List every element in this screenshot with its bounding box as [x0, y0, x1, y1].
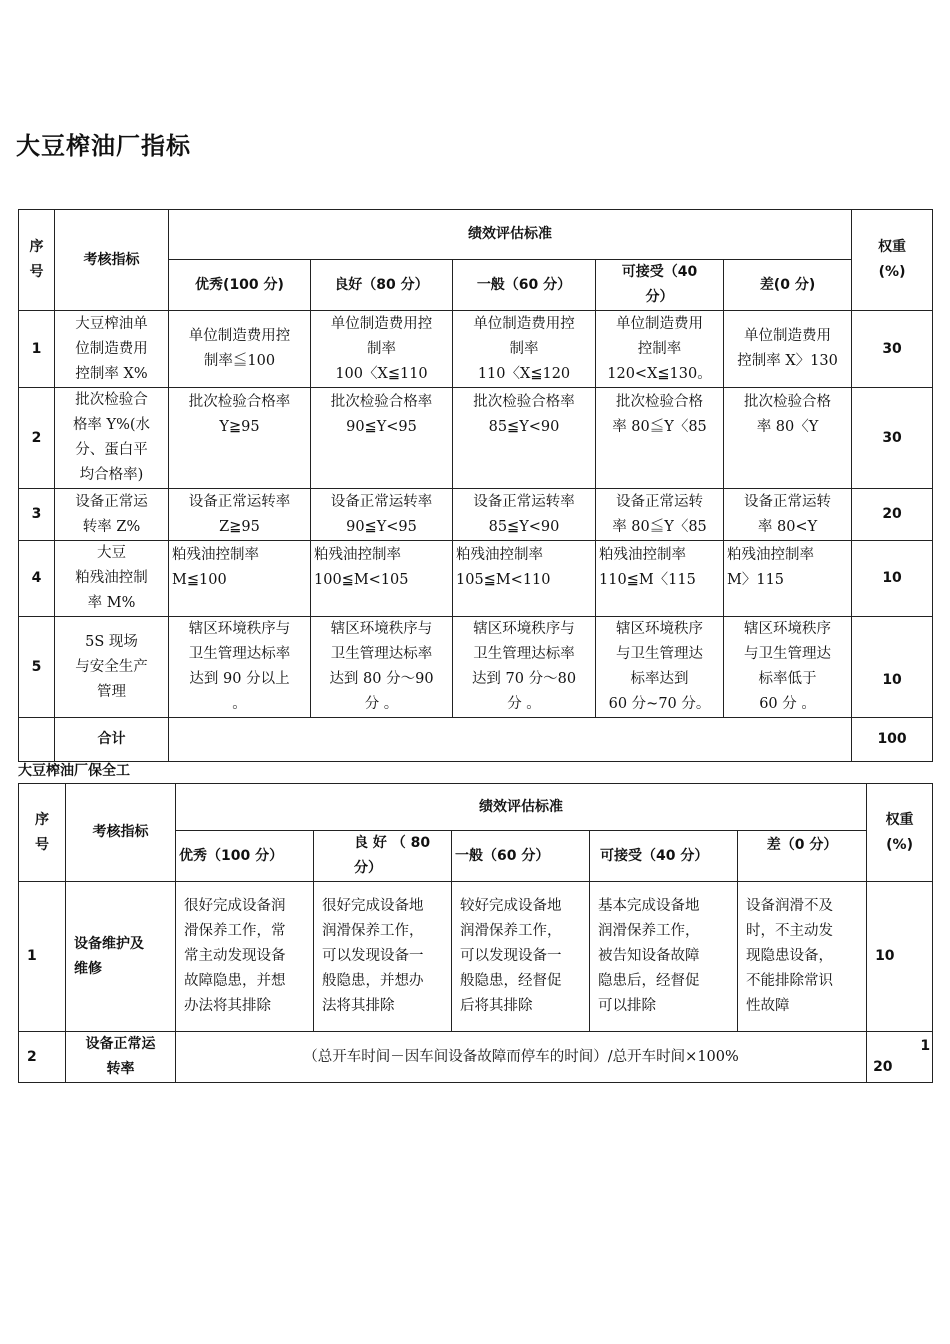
- level-acceptable: 可接受（40 分）: [596, 260, 724, 311]
- cell: 粕残油控制率 105≦M<110: [453, 541, 596, 617]
- header-item: 考核指标: [55, 210, 169, 311]
- header-weight: 权重 (%): [852, 210, 933, 311]
- cell: 很好完成设备地 润滑保养工作， 可以发现设备一 般隐患，并想办 法将其排除: [314, 882, 452, 1032]
- level-good: 良 好 （ 80 分）: [314, 831, 452, 882]
- header-item: 考核指标: [66, 784, 176, 882]
- table-row: [19, 388, 933, 489]
- row-seq: 3: [19, 489, 55, 541]
- row-seq: 5: [19, 617, 55, 718]
- row-item: 大豆 粕残油控制 率 M%: [55, 541, 169, 617]
- row-weight: 10: [852, 617, 933, 718]
- table-row: [19, 489, 933, 541]
- cell: 辖区环境秩序与 卫生管理达标率 达到 90 分以上 。: [169, 617, 311, 718]
- cell: 辖区环境秩序与 卫生管理达标率 达到 80 分～90 分 。: [311, 617, 453, 718]
- cell: 单位制造费用 控制率 X〉130: [724, 311, 852, 388]
- weight-part-b: 20: [873, 1059, 893, 1075]
- row-seq: 1: [19, 311, 55, 388]
- row-item: 5S 现场 与安全生产 管理: [55, 617, 169, 718]
- level-acceptable: 可接受（40 分）: [590, 831, 738, 882]
- cell: 较好完成设备地 润滑保养工作， 可以发现设备一 般隐患，经督促 后将其排除: [452, 882, 590, 1032]
- weight-part-a: 1: [920, 1038, 931, 1054]
- indicator-table: [18, 209, 933, 762]
- row-seq: 2: [19, 388, 55, 489]
- table-row: [19, 541, 933, 617]
- row-weight: 20: [852, 489, 933, 541]
- row-seq: 2: [19, 1032, 66, 1083]
- cell: 设备正常运转率 85≦Y<90: [453, 489, 596, 541]
- cell: 设备正常运转 率 80<Y: [724, 489, 852, 541]
- page-title: 大豆榨油厂指标: [16, 132, 191, 160]
- table-row: [19, 617, 933, 718]
- header-standard: 绩效评估标准: [169, 210, 852, 260]
- maintenance-table: [18, 783, 933, 1083]
- level-excellent: 优秀（100 分）: [176, 831, 314, 882]
- cell: 设备正常运转率 Z≧95: [169, 489, 311, 541]
- header-standard: 绩效评估标准: [176, 784, 867, 831]
- level-poor: 差(0 分): [724, 260, 852, 311]
- cell: 很好完成设备润 滑保养工作，常 常主动发现设备 故障隐患，并想 办法将其排除: [176, 882, 314, 1032]
- total-label: 合计: [55, 718, 169, 762]
- cell: 粕残油控制率 100≦M<105: [311, 541, 453, 617]
- cell: 批次检验合格率 90≦Y<95: [311, 388, 453, 489]
- cell: 单位制造费用控 制率 100〈X≦110: [311, 311, 453, 388]
- row-item: 设备正常运 转率 Z%: [55, 489, 169, 541]
- row-seq: 4: [19, 541, 55, 617]
- row-item: 设备正常运 转率: [66, 1032, 176, 1083]
- level-excellent: 优秀(100 分): [169, 260, 311, 311]
- row-weight: 30: [852, 388, 933, 489]
- cell: 批次检验合格 率 80〈Y: [724, 388, 852, 489]
- cell: 辖区环境秩序 与卫生管理达 标率达到 60 分~70 分。: [596, 617, 724, 718]
- header-seq: 序 号: [19, 210, 55, 311]
- row-weight: [867, 1032, 933, 1083]
- total-empty: [169, 718, 852, 762]
- row-weight: 10: [852, 541, 933, 617]
- header-seq: 序 号: [19, 784, 66, 882]
- cell: 粕残油控制率 M〉115: [724, 541, 852, 617]
- row-item: 大豆榨油单 位制造费用 控制率 X%: [55, 311, 169, 388]
- cell: 设备正常运转 率 80≦Y〈85: [596, 489, 724, 541]
- formula-cell: （总开车时间－因车间设备故障而停车的时间）/总开车时间×100%: [176, 1032, 867, 1083]
- section-subtitle: 大豆榨油厂保全工: [18, 763, 130, 779]
- level-good: 良好（80 分）: [311, 260, 453, 311]
- row-weight: 30: [852, 311, 933, 388]
- cell: 辖区环境秩序与 卫生管理达标率 达到 70 分～80 分 。: [453, 617, 596, 718]
- row-weight: 10: [867, 882, 933, 1032]
- cell: 设备润滑不及 时，不主动发 现隐患设备， 不能排除常识 性故障: [738, 882, 867, 1032]
- total-row: [19, 718, 933, 762]
- total-weight: 100: [852, 718, 933, 762]
- table-row: [19, 311, 933, 388]
- cell: 单位制造费用控 制率≦100: [169, 311, 311, 388]
- table-row: [19, 1032, 933, 1083]
- header-weight: 权重 (%): [867, 784, 933, 882]
- cell: 辖区环境秩序 与卫生管理达 标率低于 60 分 。: [724, 617, 852, 718]
- table-row: [19, 882, 933, 1032]
- cell: 批次检验合格率 Y≧95: [169, 388, 311, 489]
- row-item: 设备维护及 维修: [66, 882, 176, 1032]
- level-poor: 差（0 分）: [738, 831, 867, 882]
- row-seq: 1: [19, 882, 66, 1032]
- cell: 设备正常运转率 90≦Y<95: [311, 489, 453, 541]
- cell: 单位制造费用 控制率 120<X≦130。: [596, 311, 724, 388]
- cell: 批次检验合格 率 80≦Y〈85: [596, 388, 724, 489]
- cell: 批次检验合格率 85≦Y<90: [453, 388, 596, 489]
- level-average: 一般（60 分）: [452, 831, 590, 882]
- cell: 基本完成设备地 润滑保养工作， 被告知设备故障 隐患后，经督促 可以排除: [590, 882, 738, 1032]
- cell: 单位制造费用控 制率 110〈X≦120: [453, 311, 596, 388]
- level-average: 一般（60 分）: [453, 260, 596, 311]
- total-seq-empty: [19, 718, 55, 762]
- cell: 粕残油控制率 M≦100: [169, 541, 311, 617]
- cell: 粕残油控制率 110≦M〈115: [596, 541, 724, 617]
- row-item: 批次检验合 格率 Y%(水 分、蛋白平 均合格率): [55, 388, 169, 489]
